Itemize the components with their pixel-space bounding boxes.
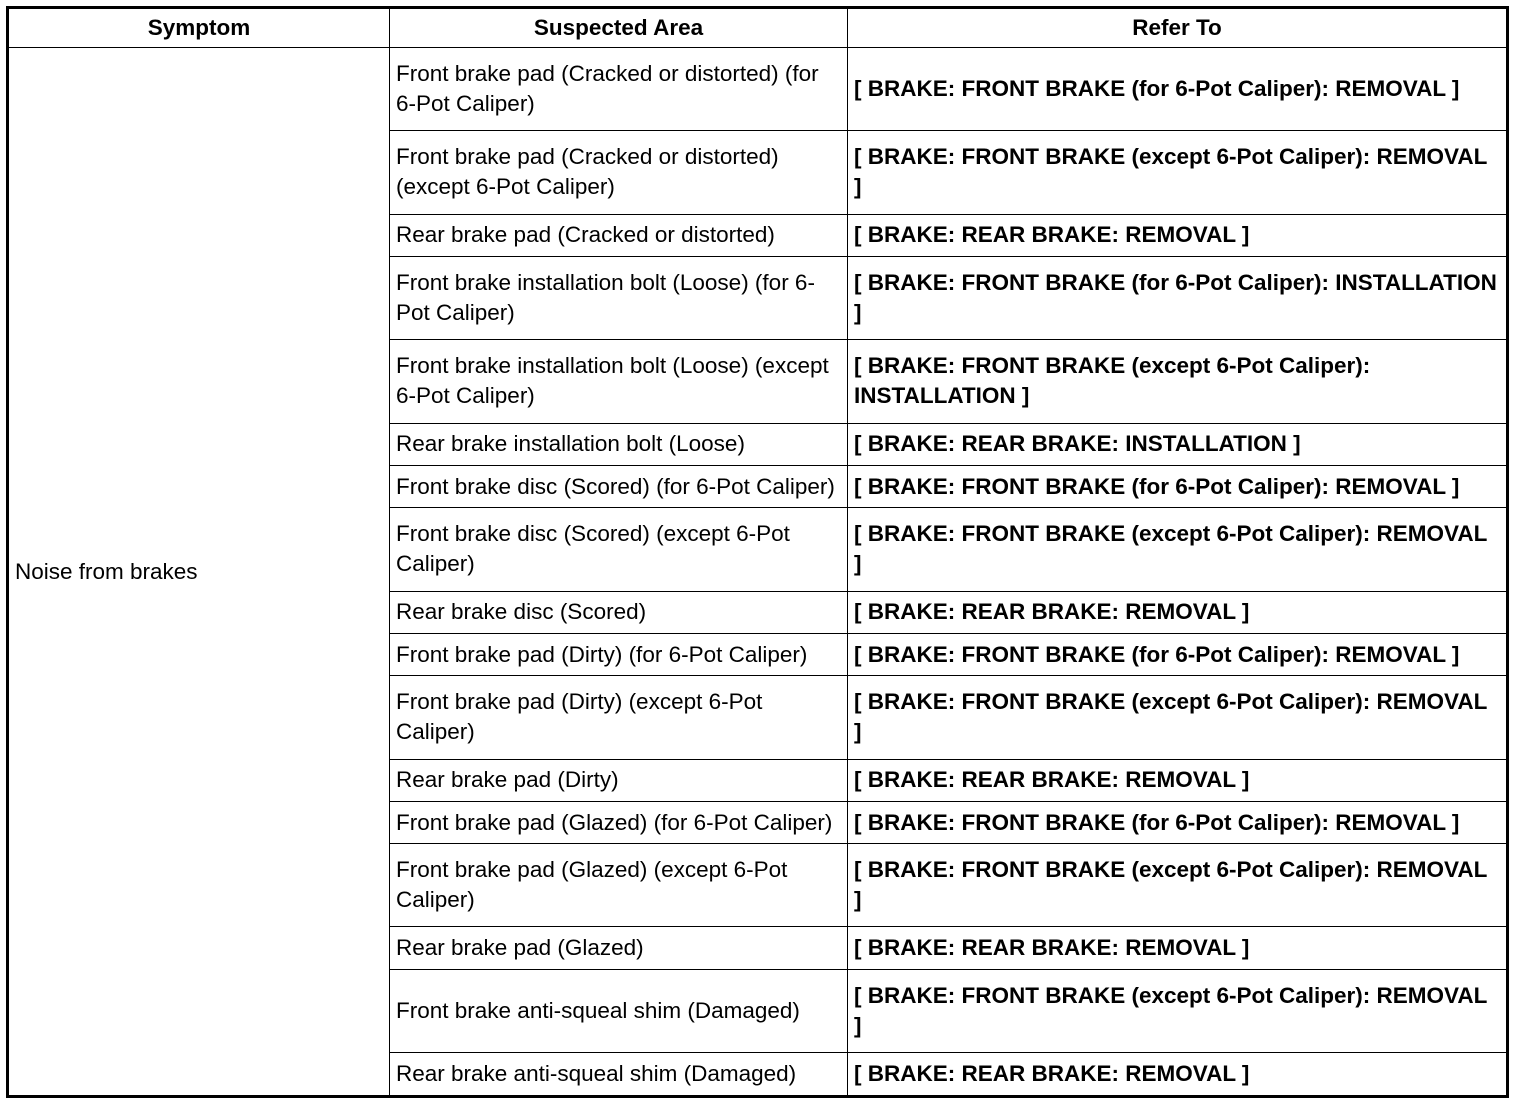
suspected-area-cell: Front brake anti-squeal shim (Damaged) [390,969,848,1052]
refer-to-link[interactable]: [ BRAKE: FRONT BRAKE (except 6-Pot Caliper): REMOVAL ] [848,131,1508,214]
suspected-area-cell: Front brake pad (Cracked or distorted) (except 6-Pot Caliper) [390,131,848,214]
suspected-area-cell: Front brake disc (Scored) (except 6-Pot Caliper) [390,508,848,591]
refer-to-link[interactable]: [ BRAKE: FRONT BRAKE (except 6-Pot Caliper): REMOVAL ] [848,844,1508,927]
suspected-area-cell: Front brake pad (Glazed) (except 6-Pot Caliper) [390,844,848,927]
suspected-area-cell: Front brake pad (Dirty) (for 6-Pot Caliper) [390,633,848,675]
suspected-area-cell: Front brake pad (Dirty) (except 6-Pot Caliper) [390,676,848,759]
refer-to-link[interactable]: [ BRAKE: REAR BRAKE: REMOVAL ] [848,759,1508,801]
table-body [8,48,1508,1097]
suspected-area-cell: Rear brake pad (Dirty) [390,759,848,801]
suspected-area-cell: Front brake installation bolt (Loose) (for 6-Pot Caliper) [390,256,848,339]
suspected-area-cell: Rear brake pad (Glazed) [390,927,848,969]
refer-to-link[interactable]: [ BRAKE: FRONT BRAKE (for 6-Pot Caliper): INSTALLATION ] [848,256,1508,339]
suspected-area-cell: Rear brake anti-squeal shim (Damaged) [390,1053,848,1097]
header-row [8,8,1508,48]
refer-to-link[interactable]: [ BRAKE: FRONT BRAKE (for 6-Pot Caliper): REMOVAL ] [848,465,1508,507]
suspected-area-cell: Rear brake installation bolt (Loose) [390,423,848,465]
symptom-cell: Noise from brakes [8,48,390,1097]
diagnosis-table [6,6,1509,1098]
suspected-area-cell: Front brake pad (Cracked or distorted) (for 6-Pot Caliper) [390,48,848,131]
refer-to-link[interactable]: [ BRAKE: FRONT BRAKE (except 6-Pot Caliper): REMOVAL ] [848,969,1508,1052]
header-refer-to: Refer To [848,8,1508,48]
header-suspected-area: Suspected Area [390,8,848,48]
header-symptom: Symptom [8,8,390,48]
suspected-area-cell: Front brake pad (Glazed) (for 6-Pot Caliper) [390,801,848,843]
table-row [8,48,1508,131]
refer-to-link[interactable]: [ BRAKE: FRONT BRAKE (except 6-Pot Caliper): INSTALLATION ] [848,340,1508,423]
suspected-area-cell: Rear brake pad (Cracked or distorted) [390,214,848,256]
refer-to-link[interactable]: [ BRAKE: FRONT BRAKE (for 6-Pot Caliper): REMOVAL ] [848,633,1508,675]
refer-to-link[interactable]: [ BRAKE: FRONT BRAKE (except 6-Pot Caliper): REMOVAL ] [848,508,1508,591]
suspected-area-cell: Front brake disc (Scored) (for 6-Pot Caliper) [390,465,848,507]
refer-to-link[interactable]: [ BRAKE: REAR BRAKE: REMOVAL ] [848,1053,1508,1097]
refer-to-link[interactable]: [ BRAKE: REAR BRAKE: REMOVAL ] [848,591,1508,633]
refer-to-link[interactable]: [ BRAKE: REAR BRAKE: INSTALLATION ] [848,423,1508,465]
refer-to-link[interactable]: [ BRAKE: FRONT BRAKE (for 6-Pot Caliper): REMOVAL ] [848,48,1508,131]
refer-to-link[interactable]: [ BRAKE: REAR BRAKE: REMOVAL ] [848,214,1508,256]
refer-to-link[interactable]: [ BRAKE: REAR BRAKE: REMOVAL ] [848,927,1508,969]
refer-to-link[interactable]: [ BRAKE: FRONT BRAKE (except 6-Pot Caliper): REMOVAL ] [848,676,1508,759]
suspected-area-cell: Rear brake disc (Scored) [390,591,848,633]
refer-to-link[interactable]: [ BRAKE: FRONT BRAKE (for 6-Pot Caliper): REMOVAL ] [848,801,1508,843]
suspected-area-cell: Front brake installation bolt (Loose) (except 6-Pot Caliper) [390,340,848,423]
